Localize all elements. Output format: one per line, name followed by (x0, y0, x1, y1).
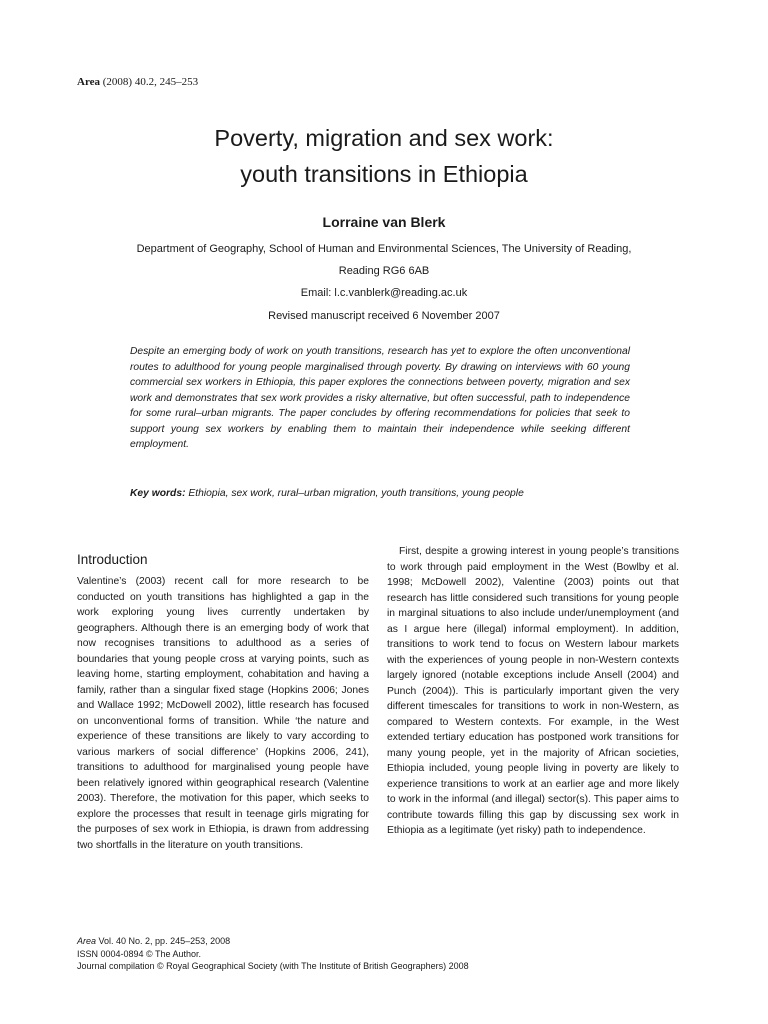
title-line-1: Poverty, migration and sex work: (214, 125, 554, 151)
title-line-2: youth transitions in Ethiopia (240, 161, 528, 187)
footer-volume: Vol. 40 No. 2, pp. 245–253, 2008 (96, 936, 231, 946)
journal-citation (77, 76, 198, 88)
author-affiliation (0, 238, 768, 304)
footer-compilation: Journal compilation © Royal Geographical Society (with The Institute of British Geographers) 2008 (77, 961, 469, 971)
keywords-label: Key words: (130, 488, 186, 499)
journal-volume: (2008) 40.2, 245–253 (102, 76, 199, 88)
keywords-list: Ethiopia, sex work, rural–urban migration, youth transitions, young people (188, 488, 524, 499)
keywords (130, 488, 690, 499)
affiliation-line-2: Reading RG6 6AB (338, 265, 430, 277)
page-footer (77, 935, 697, 973)
author-email: Email: l.c.vanblerk@reading.ac.uk (300, 287, 468, 299)
article-title (0, 120, 768, 192)
left-column-text: Valentine’s (2003) recent call for more research to be conducted on youth transitions has highlighted a gap in the work exploring young lives currently undertaken by geographers. Although there is an emerging body of work that now recognises transitions to adulthood as a series of boundaries that young people cross at varying points, such as leaving home, starting employment, cohabitation and having a family, rather than a singular fixed stage (Hopkins 2006; Jones and Wallace 1992; McDowell 2002), little research has focused on unconventional forms of transition. While ‘the nature and experience of these transitions are likely to vary according to various markers of social difference’ (Hopkins 2006, 241), transitions to adulthood for marginalised young people have been relatively ignored within geographical research (Valentine 2003). Therefore, the motivation for this paper, which seeks to explore the processes that result in teenage girls migrating for the purposes of sex work in Ethiopia, is drawn from addressing two shortfalls in the literature on youth transitions. (77, 576, 369, 851)
revised-date: Revised manuscript received 6 November 2007 (268, 310, 500, 322)
abstract: Despite an emerging body of work on youth transitions, research has yet to explore the often unconventional routes to adulthood for young people marginalised through poverty. By drawing on interviews with 60 young commercial sex workers in Ethiopia, this paper explores the connections between poverty, migration and sex work and demonstrates that sex work provides a risky alternative, but often successful, path to independence for some rural–urban migrants. The paper concludes by offering recommendations for policies that seek to support young sex workers by enabling them to maintain their independence while seeking different employment. (130, 346, 630, 450)
affiliation-line-1: Department of Geography, School of Human and Environmental Sciences, The University of Reading, (136, 243, 632, 255)
author-name: Lorraine van Blerk (322, 214, 446, 230)
section-heading: Introduction (77, 552, 148, 567)
footer-journal-name: Area (77, 936, 97, 946)
journal-name: Area (77, 76, 101, 88)
footer-journal-line (77, 935, 697, 948)
right-column-text: First, despite a growing interest in young people’s transitions to work through paid employment in the West (Bowlby et al. 1998; McDowell 2002), Valentine (2003) points out that research has little considered such transitions for young people in marginal situations to also include under/unemployment (and as I argue here (illegal) informal employment). In addition, transitions to work tend to focus on Western labour markets with the experiences of young people in non-Western contexts largely ignored (notable exceptions include Ansell (2004) and Punch (2004)). This is particularly important given the very different timescales for transitions to work in non-Western, as compared to Western contexts. For example, in the West extended tertiary education has postponed work transitions for many young people, yet in the majority of African societies, Ethiopia included, young people living in poverty are likely to experience transitions to work at an earlier age and more likely to work in the informal (and illegal) sector(s). This paper aims to contribute towards filling this gap by discussing sex work in Ethiopia as a legitimate (yet risky) path to independence. (387, 546, 679, 836)
footer-issn: ISSN 0004-0894 © The Author. (77, 948, 202, 959)
